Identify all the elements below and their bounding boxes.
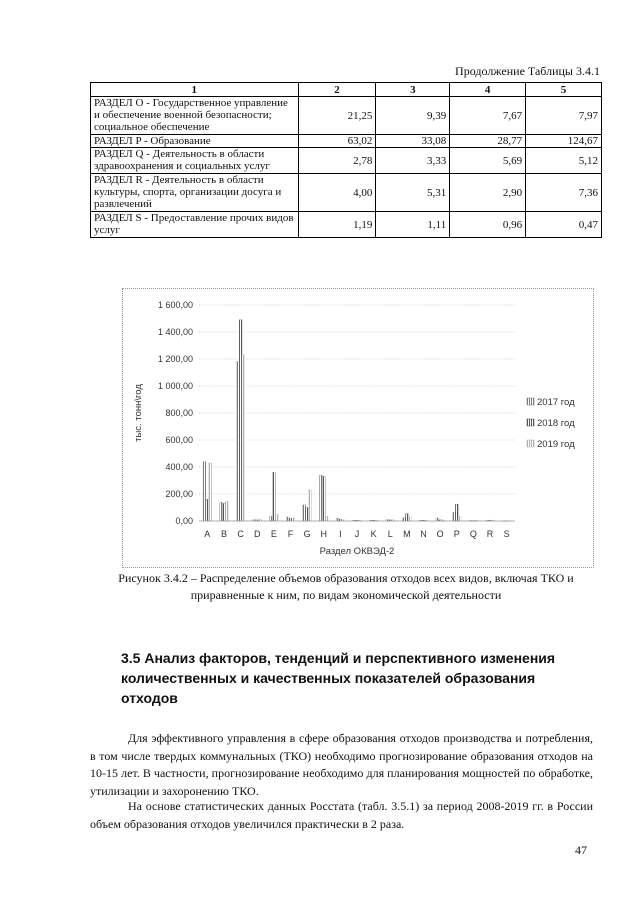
bar: [236, 362, 239, 521]
row-label: РАЗДЕЛ S - Предоставление прочих видов услуг: [91, 212, 299, 238]
bar: [206, 499, 209, 521]
table-row: [91, 174, 602, 212]
table-row: [91, 135, 602, 148]
cell-value: 4,00: [298, 174, 376, 212]
cell-value: 7,97: [526, 97, 602, 135]
legend-label: 2018 год: [537, 418, 575, 429]
x-tick-label: I: [339, 529, 342, 539]
bar: [325, 516, 328, 521]
x-tick-label: H: [320, 529, 327, 539]
bar: [336, 518, 339, 521]
y-tick-label: 1 200,00: [157, 354, 193, 364]
table-row: [91, 148, 602, 174]
bar: [223, 503, 226, 521]
y-tick-label: 400,00: [165, 462, 193, 472]
bar: [286, 517, 289, 521]
bar: [455, 504, 458, 521]
y-tick-label: 800,00: [165, 408, 193, 418]
cell-value: 0,47: [526, 212, 602, 238]
x-tick-label: J: [354, 529, 360, 539]
cell-value: 2,90: [450, 174, 526, 212]
column-header: 3: [376, 83, 450, 97]
legend-swatch: [527, 419, 534, 426]
legend-swatch: [527, 440, 534, 447]
section-heading: 3.5 Анализ факторов, тенденций и перспективного изменения количественных и качественных показателей образования отходов: [121, 650, 556, 706]
bar: [239, 320, 242, 521]
row-label: РАЗДЕЛ O - Государственное управление и обеспечение военной безопасности; социальное обеспечение: [91, 97, 299, 135]
column-header: 2: [298, 83, 376, 97]
row-label: РАЗДЕЛ R - Деятельность в области культуры, спорта, организации досуга и развлечений: [91, 174, 299, 212]
cell-value: 5,31: [376, 174, 450, 212]
y-tick-label: 1 000,00: [157, 381, 193, 391]
cell-value: 0,96: [450, 212, 526, 238]
column-header: 1: [91, 83, 299, 97]
x-tick-label: B: [220, 529, 227, 539]
bar: [458, 517, 461, 521]
x-tick-label: G: [303, 529, 311, 539]
figure-caption: Рисунок 3.4.2 – Распределение объемов образования отходов всех видов, включая ТКО и приравненные к ним, по видам экономической деятельности: [118, 571, 574, 602]
cell-value: 7,36: [526, 174, 602, 212]
bar: [319, 475, 322, 521]
paragraph: Для эффективного управления в сфере образования отходов производства и потребления, в том числе твердых коммунальных (ТКО) необходимо прогнозирование образования отходов на 10-15 лет. В частности, прогнозирование необходимо для планирования мощностей по обработке, утилизации и захоронению ТКО.: [90, 731, 593, 798]
chart-frame: [122, 288, 594, 568]
cell-value: 28,77: [450, 135, 526, 148]
cell-value: 5,12: [526, 148, 602, 174]
cell-value: 124,67: [526, 135, 602, 148]
x-tick-label: S: [503, 529, 510, 539]
row-label: РАЗДЕЛ Q - Деятельность в области здравоохранения и социальных услуг: [91, 148, 299, 174]
cell-value: 1,19: [298, 212, 376, 238]
x-tick-label: R: [486, 529, 494, 539]
bar: [242, 355, 245, 521]
page-number: 47: [575, 843, 587, 857]
cell-value: 21,25: [298, 97, 376, 135]
cell-value: 1,11: [376, 212, 450, 238]
bar: [209, 463, 212, 521]
x-tick-label: M: [403, 529, 411, 539]
bar: [275, 514, 278, 521]
cell-value: 3,33: [376, 148, 450, 174]
table-row: [91, 97, 602, 135]
bar: [306, 508, 309, 522]
bar: [309, 490, 312, 521]
bar: [408, 517, 411, 521]
table-header-row: [91, 83, 602, 97]
x-tick-label: C: [237, 529, 244, 539]
x-tick-label: L: [387, 529, 393, 539]
x-tick-label: N: [420, 529, 427, 539]
x-tick-label: E: [270, 529, 277, 539]
x-tick-label: O: [436, 529, 444, 539]
cell-value: 9,39: [376, 97, 450, 135]
legend-label: 2017 год: [537, 397, 575, 408]
x-tick-label: K: [370, 529, 377, 539]
bar-chart: [123, 289, 593, 567]
bar: [289, 518, 292, 521]
y-tick-label: 1 400,00: [157, 327, 193, 337]
paragraph: На основе статистических данных Росстата (табл. 3.5.1) за период 2008-2019 гг. в России объем образования отходов увеличился практически в 2 раза.: [90, 799, 593, 831]
table-row: [91, 212, 602, 238]
cell-value: 63,02: [298, 135, 376, 148]
column-header: 4: [450, 83, 526, 97]
bar: [220, 502, 223, 521]
x-tick-label: F: [287, 529, 294, 539]
table-continuation-caption: Продолжение Таблицы 3.4.1: [455, 64, 600, 78]
column-header: 5: [526, 83, 602, 97]
legend-label: 2019 год: [537, 439, 575, 450]
bar: [292, 518, 295, 521]
x-tick-label: P: [453, 529, 460, 539]
cell-value: 7,67: [450, 97, 526, 135]
bar: [203, 462, 206, 521]
bar: [403, 518, 406, 521]
bar: [270, 516, 273, 521]
y-tick-label: 1 600,00: [157, 300, 193, 310]
bar: [225, 501, 228, 521]
x-axis-label: Раздел ОКВЭД-2: [319, 546, 395, 557]
y-axis-label: тыс. тонн\год: [133, 384, 144, 442]
bar: [303, 505, 306, 521]
legend-swatch: [527, 398, 534, 405]
y-tick-label: 200,00: [165, 489, 193, 499]
x-tick-label: Q: [469, 529, 477, 539]
bar: [453, 512, 456, 521]
x-tick-label: D: [253, 529, 261, 539]
y-tick-label: 0,00: [175, 516, 193, 526]
bar: [272, 472, 275, 521]
x-tick-label: A: [204, 529, 211, 539]
bar: [405, 514, 408, 521]
y-tick-label: 600,00: [165, 435, 193, 445]
cell-value: 5,69: [450, 148, 526, 174]
bar: [322, 476, 325, 521]
row-label: РАЗДЕЛ P - Образование: [91, 135, 299, 148]
data-table: [90, 82, 602, 238]
cell-value: 2,78: [298, 148, 376, 174]
bar: [436, 518, 439, 521]
cell-value: 33,08: [376, 135, 450, 148]
